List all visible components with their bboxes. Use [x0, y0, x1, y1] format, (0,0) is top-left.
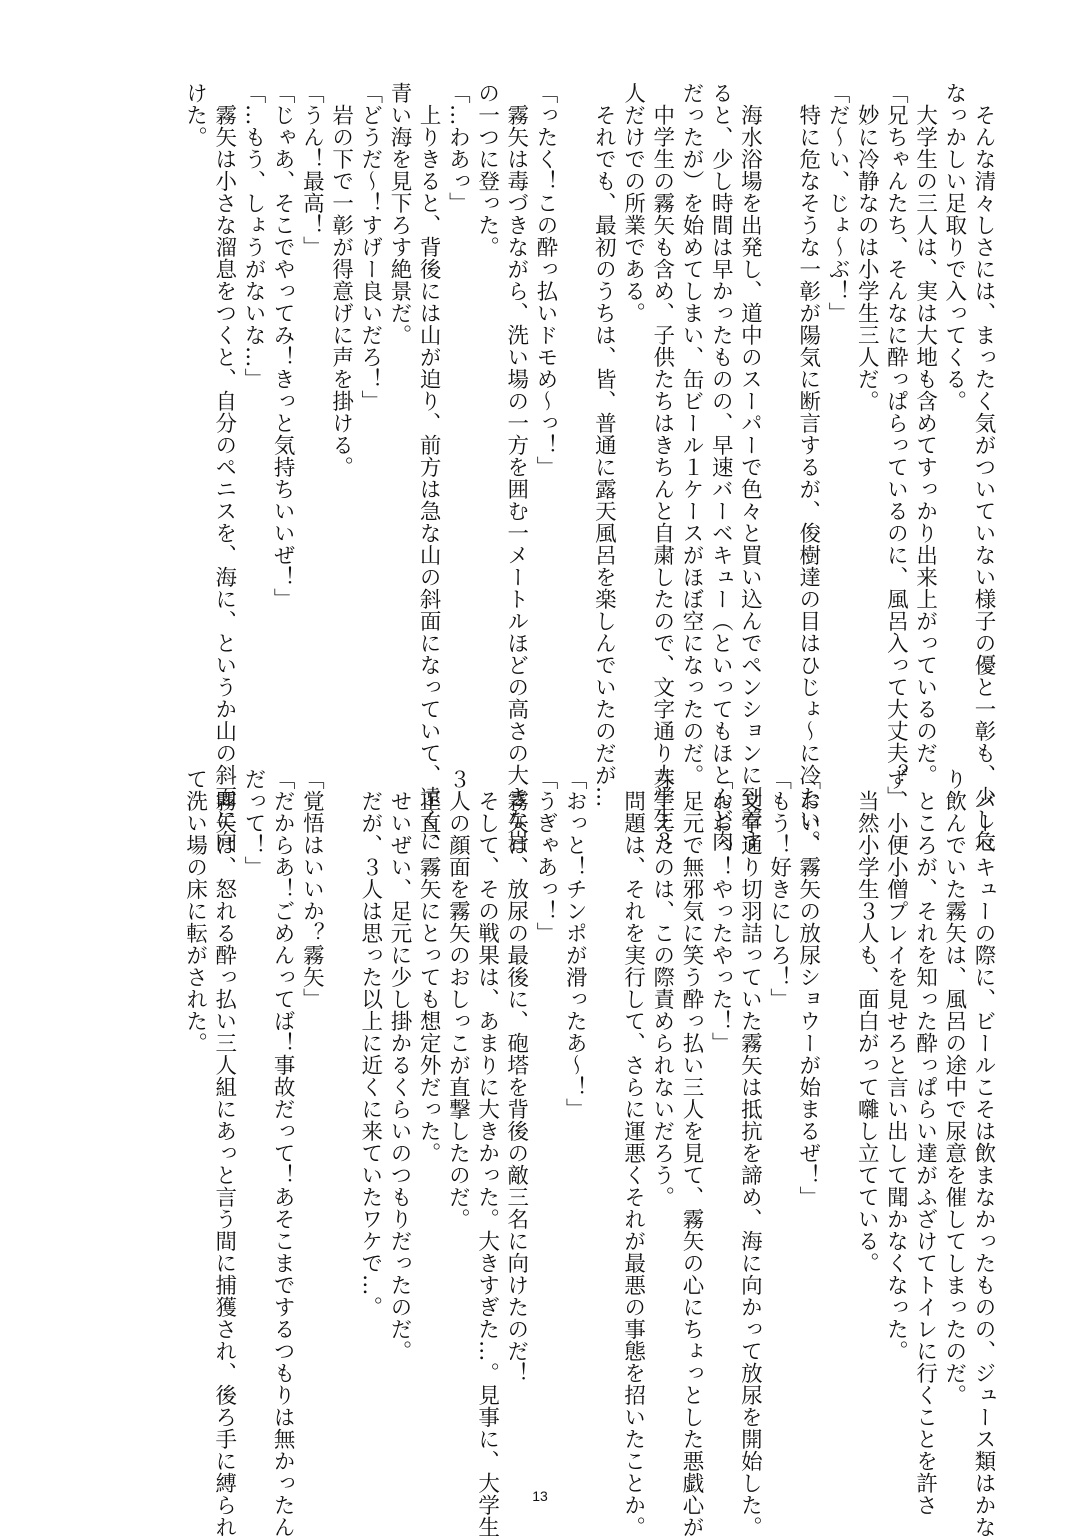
text-column: 「どうだ〜！すげー良いだろ！」	[357, 82, 383, 412]
text-column: 人だけでの所業である。	[620, 82, 646, 324]
text-column: 正直、霧矢にとっても想定外だった。	[416, 768, 442, 1164]
text-column: て洗い場の床に転がされた。	[182, 768, 208, 1054]
text-column: ところが、それを知った酔っぱらい達がふざけてトイレに行くことを許さ	[912, 768, 938, 1516]
text-column: 芽生えたのは、この際責められないだろう。	[649, 768, 675, 1208]
text-column	[560, 82, 589, 722]
text-column: 大学生の三人は、実は大地も含めてすっかり出来上がっているのだ。	[912, 82, 938, 786]
text-column: ると、少し時間は早かったものの、早速バーベキュー（といってもほとんど肉	[708, 82, 734, 852]
text-column: 中学生の霧矢も含め、子供たちはきちんと自粛したので、文字通り大学生３	[649, 82, 675, 852]
text-column	[326, 768, 355, 1448]
text-column: 当然小学生３人も、面白がって囃し立てている。	[854, 768, 880, 1274]
text-column: 「おおっ！やったやった！」	[708, 768, 734, 1054]
text-column: 「だ〜い、じょ〜ぶ！」	[824, 82, 850, 324]
text-column: 上りきると、背後には山が迫り、前方は急な山の斜面になっていて、遠くに	[416, 82, 442, 852]
text-column: 「おっと！チンポが滑ったあ〜！」	[562, 768, 588, 1120]
text-column: 霧矢は、放尿の最後に、砲塔を背後の敵三名に向けたのだ！	[503, 768, 529, 1384]
text-column: 「兄ちゃんたち、そんなに酔っぱらっているのに、風呂入って大丈夫？」	[883, 82, 909, 808]
text-column: 霧矢は、怒れる酔っ払い三人組にあっと言う間に捕獲され、後ろ手に縛られ	[211, 768, 237, 1538]
text-column: 「…わあっ」	[445, 82, 471, 214]
text-column: 文字通り切羽詰っていた霧矢は抵抗を諦め、海に向かって放尿を開始した。	[737, 768, 763, 1538]
text-column: 「もう！好きにしろ！」	[766, 768, 792, 1010]
text-column: ３人の顔面を霧矢のおしっこが直撃したのだ。	[445, 768, 471, 1230]
text-column: そんな清々しさには、まったく気がついていない様子の優と一彰も、少し危	[971, 82, 996, 852]
page-number: 13	[532, 1488, 548, 1504]
text-column: 「じゃあ、そこでやってみ！きっと気持ちいいぜ！」	[270, 82, 296, 610]
text-column: だって！」	[240, 768, 266, 878]
text-column: だったが）を始めてしまい、缶ビール１ケースがほぼ空になったのだ。	[678, 82, 704, 786]
text-column: 青い海を見下ろす絶景だ。	[386, 82, 412, 346]
text-column: り飲んでいた霧矢は、風呂の途中で尿意を催してしまったのだ。	[941, 768, 967, 1406]
text-column: 霧矢は毒づきながら、洗い場の一方を囲む一メートルほどの高さの大きな岩	[503, 82, 529, 852]
text-column: ず、小便小僧プレイを見せろと言い出して聞かなくなった。	[883, 768, 909, 1362]
text-column: 霧矢は小さな溜息をつくと、自分のペニスを、海に、というか山の斜面に向	[211, 82, 237, 852]
text-column: だが、３人は思った以上に近くに来ていたワケで…。	[357, 768, 383, 1318]
text-column: 「うん！最高！」	[299, 82, 325, 258]
text-column: バーベキューの際に、ビールこそは飲まなかったものの、ジュース類はかな	[971, 768, 996, 1538]
text-column: せいぜい、足元に少し掛かるくらいのつもりだったのだ。	[386, 768, 412, 1362]
text-column: 問題は、それを実行して、さらに運悪くそれが最悪の事態を招いたことか。	[620, 768, 646, 1538]
text-column: 特に危なそうな一彰が陽気に断言するが、俊樹達の目はひじょ〜に冷たい。	[795, 82, 821, 852]
text-column	[764, 82, 793, 722]
text-column: それでも、最初のうちは、皆、普通に露天風呂を楽しんでいたのだが…	[591, 82, 617, 808]
text-column	[823, 768, 852, 1448]
text-column: 「おい、霧矢の放尿ショウーが始まるぜ！」	[795, 768, 821, 1208]
text-column: 「覚悟はいいか？霧矢」	[299, 768, 325, 1010]
text-column: そして、その戦果は、あまりに大きかった。大きすぎた…。見事に、大学生	[474, 768, 500, 1538]
text-column: 岩の下で一彰が得意げに声を掛ける。	[328, 82, 354, 478]
text-column: 海水浴場を出発し、道中のスーパーで色々と買い込んでペンションに到着す	[737, 82, 763, 852]
text-column	[589, 768, 618, 1448]
text-column: 妙に冷静なのは小学生三人だ。	[854, 82, 880, 412]
text-column: 「だからあ！ごめんってば！事故だって！あそこまでするつもりは無かったん	[270, 768, 296, 1538]
text-column: けた。	[182, 82, 208, 148]
text-column: の一つに登った。	[474, 82, 500, 258]
text-column: なっかしい足取りで入ってくる。	[941, 82, 967, 412]
text-column: 足元で無邪気に笑う酔っ払い三人を見て、霧矢の心にちょっとした悪戯心が	[678, 768, 704, 1538]
text-column: 「ったく！この酔っ払いドモめ〜っ！」	[532, 82, 558, 478]
text-column: 「うぎゃあっ！」	[532, 768, 558, 944]
text-column: 「…もう、しょうがないな…」	[240, 82, 266, 390]
